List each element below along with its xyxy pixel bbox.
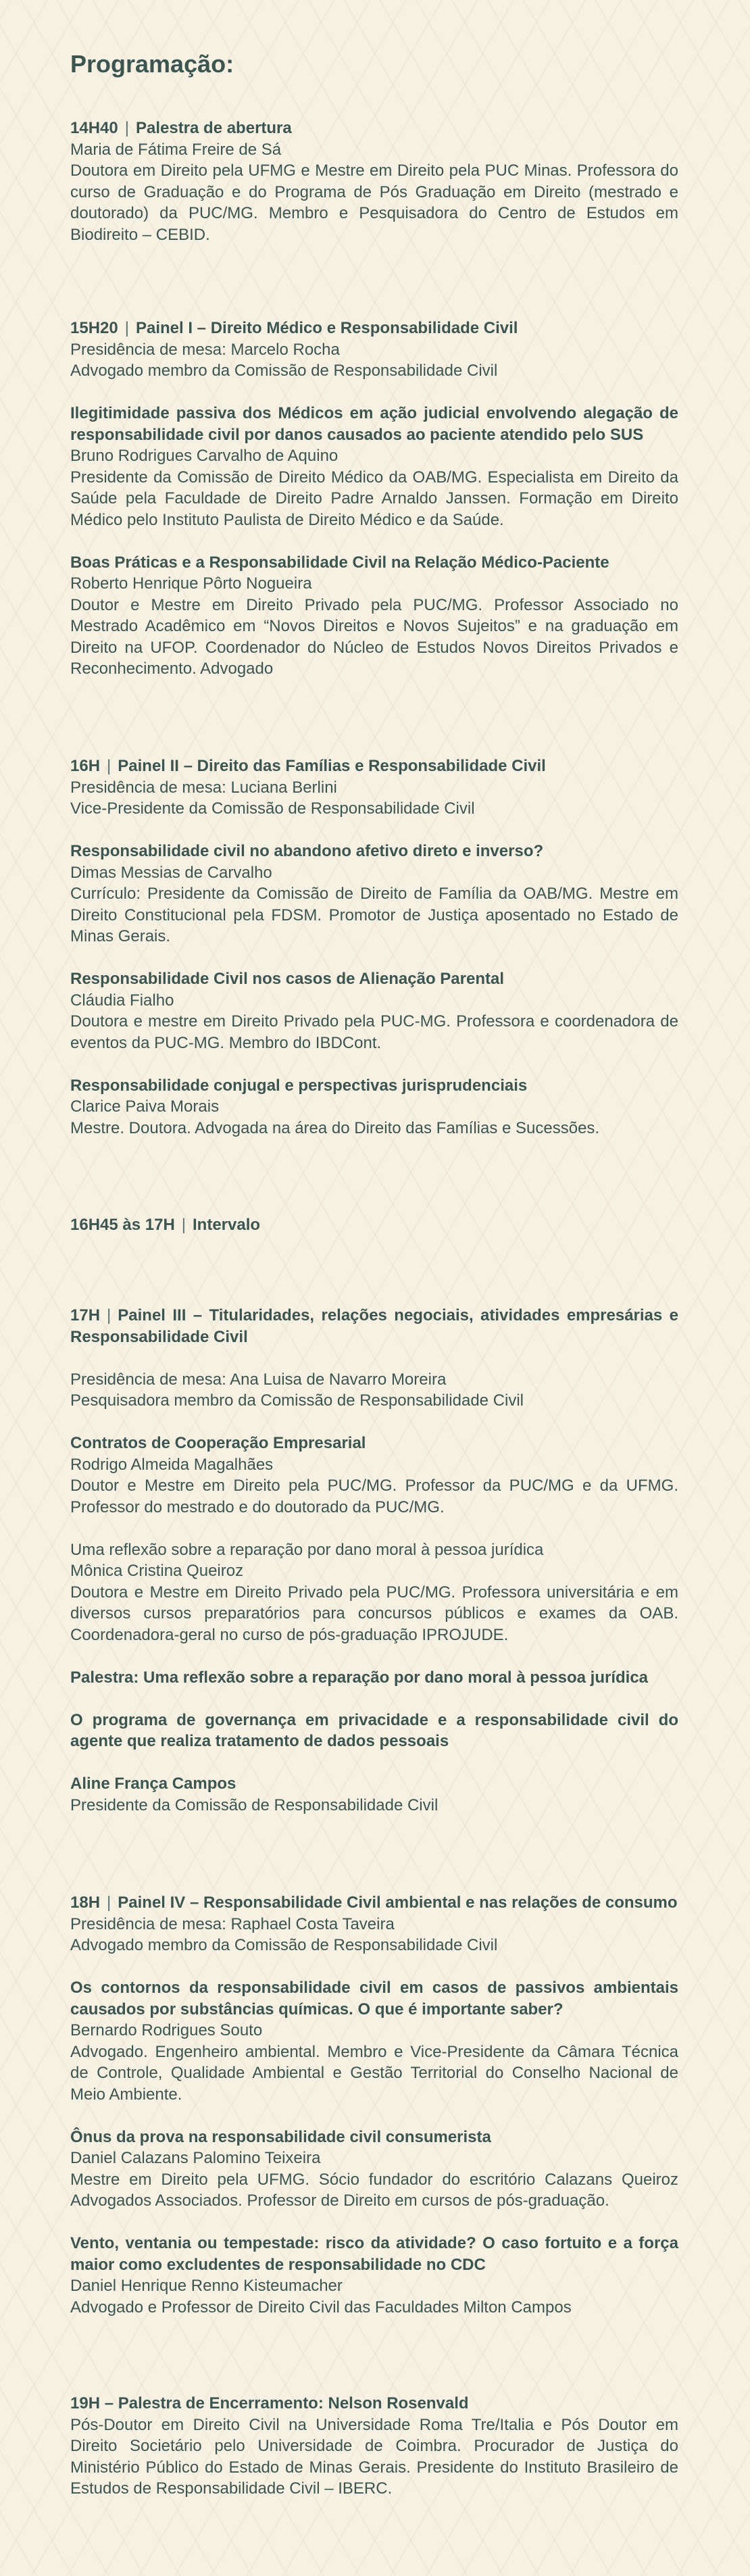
- talk-title: Ônus da prova na responsabilidade civil consumerista: [70, 2127, 491, 2146]
- session-header: [70, 1305, 678, 1347]
- speaker-bio: Advogado e Professor de Direito Civil das Faculdades Milton Campos: [70, 2298, 572, 2317]
- session-time: 16H: [70, 757, 101, 775]
- speaker-bio: Pós-Doutor em Direito Civil na Universidade Roma Tre/Italia e Pós Doutor em Direito Societário pelo Universidade de Coimbra. Procurador de Justiça do Ministério Público do Estado de Minas Gerais. Presidente do Instituto Brasileiro de Estudos de Responsabilidade Civil – IBERC.: [70, 2415, 678, 2498]
- speaker-name: Daniel Calazans Palomino Teixeira: [70, 2149, 321, 2167]
- speaker-name: Roberto Henrique Pôrto Nogueira: [70, 574, 312, 593]
- talk-title: Contratos de Cooperação Empresarial: [70, 1434, 366, 1452]
- panel-chair-role: Advogado membro da Comissão de Responsabilidade Civil: [70, 362, 498, 380]
- talk-title: Vento, ventania ou tempestade: risco da atividade? O caso fortuito e a força maior como excludentes de responsabilidade no CDC: [70, 2234, 678, 2274]
- separator: |: [107, 757, 111, 775]
- speaker-name: Mônica Cristina Queiroz: [70, 1562, 244, 1580]
- speaker-name: Maria de Fátima Freire de Sá: [70, 140, 282, 159]
- talk-title: Responsabilidade Civil nos casos de Alienação Parental: [70, 970, 504, 988]
- speaker-bio: Advogado. Engenheiro ambiental. Membro e Vice-Presidente da Câmara Técnica de Controle, Qualidade Ambiental e Gestão Territorial do Conselho Nacional de Meio Ambiente.: [70, 2042, 678, 2104]
- session-panel-3: [70, 1305, 678, 1816]
- session-panel-4: [70, 1892, 678, 2318]
- speaker-bio: Mestre em Direito pela UFMG. Sócio fundador do escritório Calazans Queiroz Advogados Associados. Professor de Direito em cursos de pós-graduação.: [70, 2170, 678, 2210]
- separator: |: [107, 1893, 111, 1912]
- talk-title: Uma reflexão sobre a reparação por dano moral à pessoa jurídica: [70, 1540, 544, 1559]
- speaker-name: Aline França Campos: [70, 1775, 236, 1793]
- talk-title: Palestra: Uma reflexão sobre a reparação por dano moral à pessoa jurídica: [70, 1668, 649, 1687]
- panel-chair-role: Advogado membro da Comissão de Responsabilidade Civil: [70, 1936, 498, 1954]
- session-time: 16H45 às 17H: [70, 1216, 175, 1234]
- panel-chair: Presidência de mesa: Raphael Costa Taveira: [70, 1914, 395, 1933]
- session-header: [70, 1892, 678, 1914]
- speaker-bio: Presidente da Comissão de Responsabilidade Civil: [70, 1795, 439, 1814]
- speaker-bio: Presidente da Comissão de Direito Médico da OAB/MG. Especialista em Direito da Saúde pela Faculdade de Direito Padre Arnaldo Janssen. Formação em Direito Médico pelo Instituto Paulista de Direito Médico e da Saúde.: [70, 468, 678, 529]
- session-title: Intervalo: [193, 1216, 261, 1234]
- speaker-bio: Doutor e Mestre em Direito pela PUC/MG. Professor da PUC/MG e da UFMG. Professor do mestrado e do doutorado da PUC/MG.: [70, 1477, 678, 1516]
- panel-chair-role: Pesquisadora membro da Comissão de Responsabilidade Civil: [70, 1391, 524, 1410]
- talk-title: Boas Práticas e a Responsabilidade Civil na Relação Médico-Paciente: [70, 553, 609, 572]
- session-time: 15H20: [70, 319, 118, 337]
- session-title: Painel IV – Responsabilidade Civil ambiental e nas relações de consumo: [118, 1893, 678, 1912]
- speaker-name: Cláudia Fialho: [70, 991, 174, 1010]
- session-header: [70, 318, 678, 339]
- session-panel-2: [70, 756, 678, 1139]
- session-title: Palestra de abertura: [135, 119, 292, 137]
- session-title: Painel I – Direito Médico e Responsabilidade Civil: [135, 319, 518, 337]
- session-header: [70, 1214, 678, 1236]
- separator: |: [124, 319, 129, 337]
- speaker-bio: Doutora e mestre em Direito Privado pela PUC-MG. Professora e coordenadora de eventos da PUC-MG. Membro do IBDCont.: [70, 1012, 678, 1052]
- session-title: Painel III – Titularidades, relações negociais, atividades empresárias e Responsabilidade Civil: [70, 1306, 678, 1346]
- talk-title: Responsabilidade civil no abandono afetivo direto e inverso?: [70, 842, 544, 860]
- session-time: 17H: [70, 1306, 101, 1324]
- speaker-name: Bernardo Rodrigues Souto: [70, 2021, 263, 2039]
- speaker-name: Bruno Rodrigues Carvalho de Aquino: [70, 447, 339, 465]
- speaker-bio: Mestre. Doutora. Advogada na área do Direito das Famílias e Sucessões.: [70, 1118, 600, 1137]
- speaker-bio: Doutora e Mestre em Direito Privado pela PUC/MG. Professora universitária e em diversos cursos preparatórios para concursos públicos e exames da OAB. Coordenadora-geral no curso de pós-graduação IPROJUDE.: [70, 1583, 678, 1644]
- session-title: 19H – Palestra de Encerramento: Nelson Rosenvald: [70, 2394, 469, 2412]
- panel-chair: Presidência de mesa: Ana Luisa de Navarro Moreira: [70, 1370, 447, 1389]
- speaker-bio: Doutora em Direito pela UFMG e Mestre em Direito pela PUC Minas. Professora do curso de Graduação e do Programa de Pós Graduação em Direito (mestrado e doutorado) da PUC/MG. Membro e Pesquisadora do Centro de Estudos em Biodireito – CEBID.: [70, 162, 678, 244]
- speaker-name: Daniel Henrique Renno Kisteumacher: [70, 2277, 343, 2295]
- speaker-bio: Doutor e Mestre em Direito Privado pela PUC/MG. Professor Associado no Mestrado Acadêmico em “Novos Direitos e Novos Sujeitos” e na graduação em Direito na UFOP. Coordenador do Núcleo de Estudos Novos Direitos Privados e Reconhecimento. Advogado: [70, 595, 678, 678]
- panel-chair-role: Vice-Presidente da Comissão de Responsabilidade Civil: [70, 799, 475, 818]
- talk-title: Ilegitimidade passiva dos Médicos em ação judicial envolvendo alegação de responsabilidade civil por danos causados ao paciente atendido pelo SUS: [70, 404, 678, 444]
- separator: |: [181, 1216, 186, 1234]
- panel-chair: Presidência de mesa: Luciana Berlini: [70, 778, 337, 797]
- session-closing: [70, 2393, 678, 2500]
- session-break: [70, 1214, 678, 1236]
- speaker-name: Rodrigo Almeida Magalhães: [70, 1455, 274, 1474]
- session-time: 18H: [70, 1893, 101, 1912]
- session-panel-1: [70, 318, 678, 680]
- speaker-name: Clarice Paiva Morais: [70, 1097, 220, 1116]
- session-opening: [70, 118, 678, 245]
- page-title: Programação:: [70, 50, 234, 78]
- session-header: [70, 756, 678, 777]
- speaker-name: Dimas Messias de Carvalho: [70, 863, 272, 882]
- talk-title: Responsabilidade conjugal e perspectivas jurisprudenciais: [70, 1076, 528, 1095]
- speaker-bio: Currículo: Presidente da Comissão de Direito de Família da OAB/MG. Mestre em Direito Constitucional pela FDSM. Promotor de Justiça aposentado no Estado de Minas Gerais.: [70, 885, 678, 945]
- talk-title: Os contornos da responsabilidade civil em casos de passivos ambientais causados por substâncias químicas. O que é importante saber?: [70, 1979, 678, 2018]
- session-title: Painel II – Direito das Famílias e Responsabilidade Civil: [118, 757, 546, 775]
- session-header: [70, 118, 678, 139]
- separator: |: [124, 119, 129, 137]
- panel-chair: Presidência de mesa: Marcelo Rocha: [70, 340, 340, 359]
- talk-title: O programa de governança em privacidade e a responsabilidade civil do agente que realiza tratamento de dados pessoais: [70, 1710, 678, 1750]
- session-time: 14H40: [70, 119, 118, 137]
- separator: |: [107, 1306, 111, 1324]
